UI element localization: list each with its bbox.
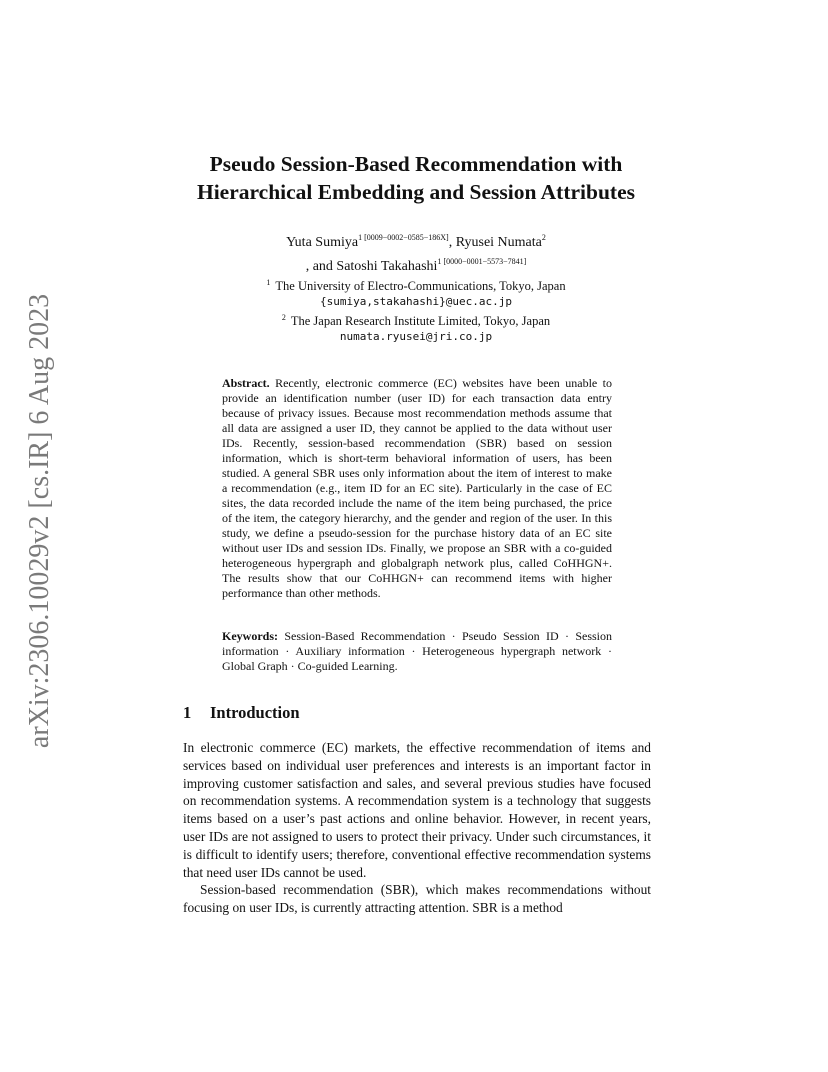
abstract-label: Abstract. — [222, 376, 270, 390]
affiliation-block — [150, 275, 682, 345]
abstract — [222, 376, 612, 601]
affiliation-2 — [150, 310, 682, 329]
affiliation-1-text: The University of Electro-Communications, Tokyo, Japan — [275, 279, 566, 293]
section-title: Introduction — [210, 703, 300, 722]
author-2-affil-mark: 2 — [541, 233, 546, 242]
introduction-body — [183, 739, 651, 917]
section-number: 1 — [183, 703, 192, 722]
author-1-orcid: 1 [0009−0002−0585−186X] — [358, 233, 449, 242]
author-list — [150, 228, 682, 276]
author-1-name: Yuta Sumiya — [286, 235, 359, 250]
paper-title — [120, 150, 712, 206]
keywords-label: Keywords: — [222, 629, 278, 643]
intro-paragraph-1: In electronic commerce (EC) markets, the effective recommendation of items and services based on individual user preferences and interests is an important factor in improving customer satisfaction and sales, and several previous studies have focused on recommendation systems. A recommendation system is a technology that suggests items based on a user’s past actions and online behavior. However, in recent years, user IDs are not assigned to users to protect their privacy. Under such circumstances, it is difficult to identify users; therefore, conventional effective recommendation systems that need user IDs cannot be used. — [183, 740, 651, 880]
author-2-name: , Ryusei Numata — [448, 235, 542, 250]
author-3-name: , and Satoshi Takahashi — [305, 259, 438, 274]
affiliation-1-mark: 1 — [266, 278, 271, 287]
affiliation-1 — [150, 275, 682, 294]
intro-paragraph-2: Session-based recommendation (SBR), which makes recommendations without focusing on user IDs, is currently attracting attention. SBR is a method — [183, 882, 651, 916]
abstract-text: Recently, electronic commerce (EC) websites have been unable to provide an identification number (user ID) for each transaction data entry because of privacy issues. Because most recommendation methods assume that all data are assigned a user ID, they cannot be applied to the data without user IDs. Recently, session-based recommendation (SBR) based on session information, which is short-term behavioral information of users, has been studied. A general SBR uses only information about the item of interest to make a recommendation (e.g., item ID for an EC site). Particularly in the case of EC sites, the data recorded include the name of the item being purchased, the price of the item, the category hierarchy, and the gender and region of the user. In this study, we define a pseudo-session for the purchase history data of an EC site without user IDs and session IDs. Finally, we propose an SBR with a co-guided heterogeneous hypergraph and globalgraph network plus, called CoHHGN+. The results show that our CoHHGN+ can recommend items with higher performance than other methods. — [222, 376, 612, 600]
author-3-orcid: 1 [0000−0001−5573−7841] — [437, 257, 527, 266]
title-line-1: Pseudo Session-Based Recommendation with — [209, 152, 623, 176]
affiliation-2-text: The Japan Research Institute Limited, Tokyo, Japan — [290, 314, 551, 328]
affiliation-1-email: {sumiya,stakahashi}@uec.ac.jp — [319, 295, 513, 308]
title-line-2: Hierarchical Embedding and Session Attributes — [196, 180, 635, 204]
section-heading-introduction — [183, 703, 300, 723]
keywords — [222, 629, 612, 674]
affiliation-2-email: numata.ryusei@jri.co.jp — [339, 330, 493, 343]
arxiv-identifier-stamp: arXiv:2306.10029v2 [cs.IR] 6 Aug 2023 — [24, 293, 55, 749]
keywords-text: Session-Based Recommendation · Pseudo Session ID · Session information · Auxiliary information · Heterogeneous hypergraph network · Global Graph · Co-guided Learning. — [222, 629, 613, 673]
affiliation-2-mark: 2 — [281, 313, 286, 322]
